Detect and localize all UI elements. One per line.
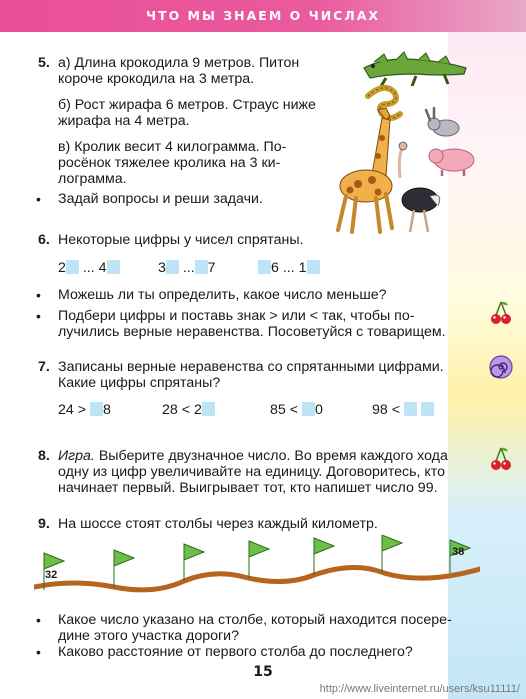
ineq2-text: 28 < 2 (162, 402, 202, 418)
task7-text-line2: Какие цифры спрятаны? (58, 375, 221, 391)
game-label: Игра. (58, 448, 95, 464)
task7-inequality1 (58, 402, 111, 419)
hidden-digit-box (195, 260, 208, 274)
task7-inequality2 (162, 402, 215, 419)
spiral-icon (489, 355, 513, 379)
hidden-digit-box (166, 260, 179, 274)
task9-bullet1-line2: дине этого участка дороги? (58, 628, 239, 644)
task5-a-line2: короче крокодила на 3 метра. (58, 71, 255, 87)
task8-line1 (58, 448, 448, 465)
task5-number: 5. (38, 55, 50, 71)
road-illustration (34, 535, 480, 605)
animals-illustration (326, 38, 526, 236)
task6-bullet2-line1: Подбери цифры и поставь знак > или < так, чтобы по- (58, 308, 415, 324)
task5-v-line3: лограмма. (58, 171, 127, 187)
pair1-left-digit: 2 (58, 260, 66, 276)
last-post-label: 38 (452, 546, 465, 558)
task9-text: На шоссе стоят столбы через каждый километр. (58, 516, 378, 532)
task8-line2: одну из цифр увеличивайте на единицу. Договоритесь, кто (58, 464, 446, 480)
task8-number: 8. (38, 448, 50, 464)
task6-number: 6. (38, 232, 50, 248)
piglet-image (429, 149, 474, 176)
first-post-label: 32 (45, 569, 58, 581)
task6-pair2 (158, 260, 216, 277)
ineq3-left: 85 < (270, 402, 299, 418)
task6-pair3 (258, 260, 320, 277)
task6-bullet2-line2: лучились верные неравенства. Посоветуйся с товарищем. (58, 324, 446, 340)
crocodile-image (364, 52, 466, 88)
hidden-digit-box (307, 260, 320, 274)
task9-bullet2: Каково расстояние от первого столба до последнего? (58, 644, 413, 660)
task8-line3: начинает первый. Выигрывает тот, кто напишет число 99. (58, 480, 438, 496)
hidden-digit-box (302, 402, 315, 416)
task9-number: 9. (38, 516, 50, 532)
task5-v-line1: в) Кролик весит 4 килограмма. По- (58, 139, 287, 155)
pair2-separator: ... (182, 260, 195, 276)
pair2-right-digit: 7 (207, 260, 216, 276)
task5-v-line2: росёнок тяжелее кролика на 3 ки- (58, 155, 281, 171)
task6-bullet1: Можешь ли ты определить, какое число меньше? (58, 287, 387, 303)
ineq1-right: 8 (102, 402, 111, 418)
task9-bullet1-line1: Какое число указано на столбе, который находится посере- (58, 612, 452, 628)
task5-a-line1: а) Длина крокодила 9 метров. Питон (58, 55, 300, 71)
ineq1-left: 24 > (58, 402, 87, 418)
bullet-dot: • (36, 612, 41, 628)
hidden-digit-box (421, 402, 434, 416)
pair1-separator: ... 4 (82, 260, 107, 276)
task6-pair1 (58, 260, 120, 277)
rabbit-image (426, 108, 459, 136)
ineq4-left: 98 < (372, 402, 401, 418)
task5-b-line2: жирафа на 4 метра. (58, 113, 190, 129)
cherry-icon (490, 446, 512, 472)
bullet-dot: • (36, 287, 41, 303)
bullet-dot: • (36, 308, 41, 324)
hidden-digit-box (202, 402, 215, 416)
page-number: 15 (253, 664, 273, 680)
hidden-digit-box (90, 402, 103, 416)
ineq3-right: 0 (314, 402, 323, 418)
page-title: ЧТО МЫ ЗНАЕМ О ЧИСЛАХ (145, 8, 381, 23)
task5-bullet: Задай вопросы и реши задачи. (58, 191, 263, 207)
pair2-left-digit: 3 (158, 260, 166, 276)
watermark-url: http://www.liveinternet.ru/users/ksu11111/ (319, 683, 520, 695)
hidden-digit-box (66, 260, 79, 274)
hidden-digit-box (404, 402, 417, 416)
hidden-digit-box (107, 260, 120, 274)
task8-line1-text: Выберите двузначное число. Во время каждого хода (94, 448, 448, 464)
task7-inequality4 (372, 402, 434, 419)
task7-inequality3 (270, 402, 323, 419)
giraffe-image (338, 108, 392, 232)
task5-b-line1: б) Рост жирафа 6 метров. Страус ниже (58, 97, 316, 113)
bullet-dot: • (36, 191, 41, 207)
header-bar (0, 0, 526, 32)
bullet-dot: • (36, 644, 41, 660)
hidden-digit-box (258, 260, 271, 274)
cherry-icon (490, 300, 512, 326)
pair3-separator: 6 ... 1 (271, 260, 307, 276)
task7-text-line1: Записаны верные неравенства со спрятанными цифрами. (58, 359, 444, 375)
task7-number: 7. (38, 359, 50, 375)
task6-text: Некоторые цифры у чисел спрятаны. (58, 232, 304, 248)
